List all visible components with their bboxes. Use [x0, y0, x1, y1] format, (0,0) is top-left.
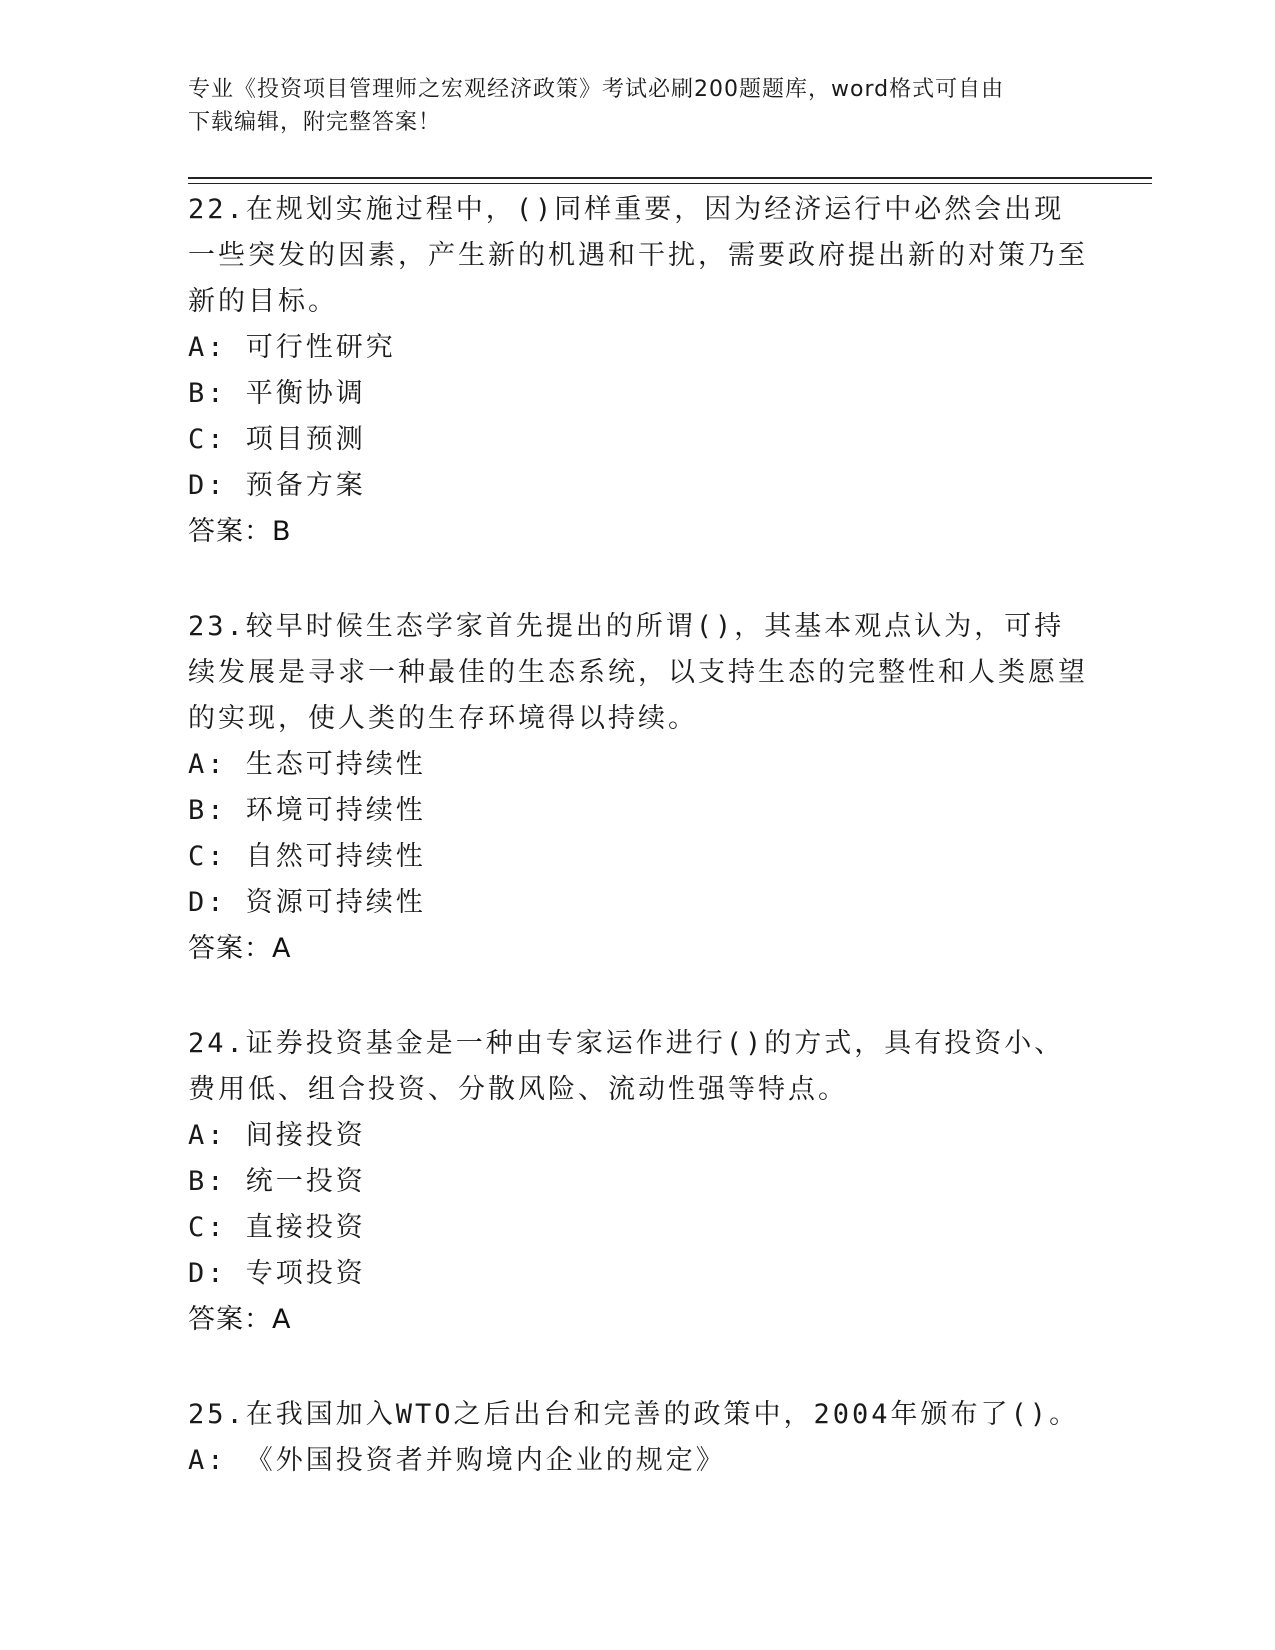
- option-c: C: 自然可持续性: [188, 841, 426, 872]
- header-line-1: 专业《投资项目管理师之宏观经济政策》考试必刷200题题库，word格式可自由: [188, 77, 1005, 102]
- question-list: [188, 187, 1088, 1484]
- question-spacer: [188, 972, 1088, 1021]
- option-d: D: 资源可持续性: [188, 887, 426, 918]
- header-divider-thick: [188, 177, 1152, 179]
- option-a: A: 生态可持续性: [188, 749, 426, 780]
- option-d: D: 专项投资: [188, 1258, 366, 1289]
- question-text: 24.证券投资基金是一种由专家运作进行()的方式，具有投资小、费用低、组合投资、分散风险、流动性强等特点。: [188, 1028, 1065, 1105]
- question-text: 22.在规划实施过程中，()同样重要，因为经济运行中必然会出现一些突发的因素，产生新的机遇和干扰，需要政府提出新的对策乃至新的目标。: [188, 194, 1088, 317]
- option-a: A: 《外国投资者并购境内企业的规定》: [188, 1445, 726, 1476]
- option-c: C: 项目预测: [188, 424, 366, 455]
- option-c: C: 直接投资: [188, 1212, 366, 1243]
- option-a: A: 间接投资: [188, 1120, 366, 1151]
- question-22: [188, 187, 1088, 555]
- question-spacer: [188, 1343, 1088, 1392]
- question-text: 23.较早时候生态学家首先提出的所谓()，其基本观点认为，可持续发展是寻求一种最佳的生态系统，以支持生态的完整性和人类愿望的实现，使人类的生存环境得以持续。: [188, 611, 1088, 734]
- answer-line: 答案：A: [188, 933, 292, 964]
- question-25: [188, 1392, 1088, 1484]
- question-24: [188, 1021, 1088, 1343]
- option-b: B: 统一投资: [188, 1166, 366, 1197]
- option-b: B: 平衡协调: [188, 378, 366, 409]
- question-text: 25.在我国加入WTO之后出台和完善的政策中，2004年颁布了()。: [188, 1399, 1080, 1430]
- answer-line: 答案：B: [188, 516, 292, 547]
- answer-line: 答案：A: [188, 1304, 292, 1335]
- option-d: D: 预备方案: [188, 470, 366, 501]
- header-divider-thin: [188, 183, 1152, 184]
- document-header: [188, 73, 1068, 139]
- question-spacer: [188, 555, 1088, 604]
- question-23: [188, 604, 1088, 972]
- option-a: A: 可行性研究: [188, 332, 396, 363]
- option-b: B: 环境可持续性: [188, 795, 426, 826]
- header-line-2: 下载编辑，附完整答案！: [188, 110, 442, 135]
